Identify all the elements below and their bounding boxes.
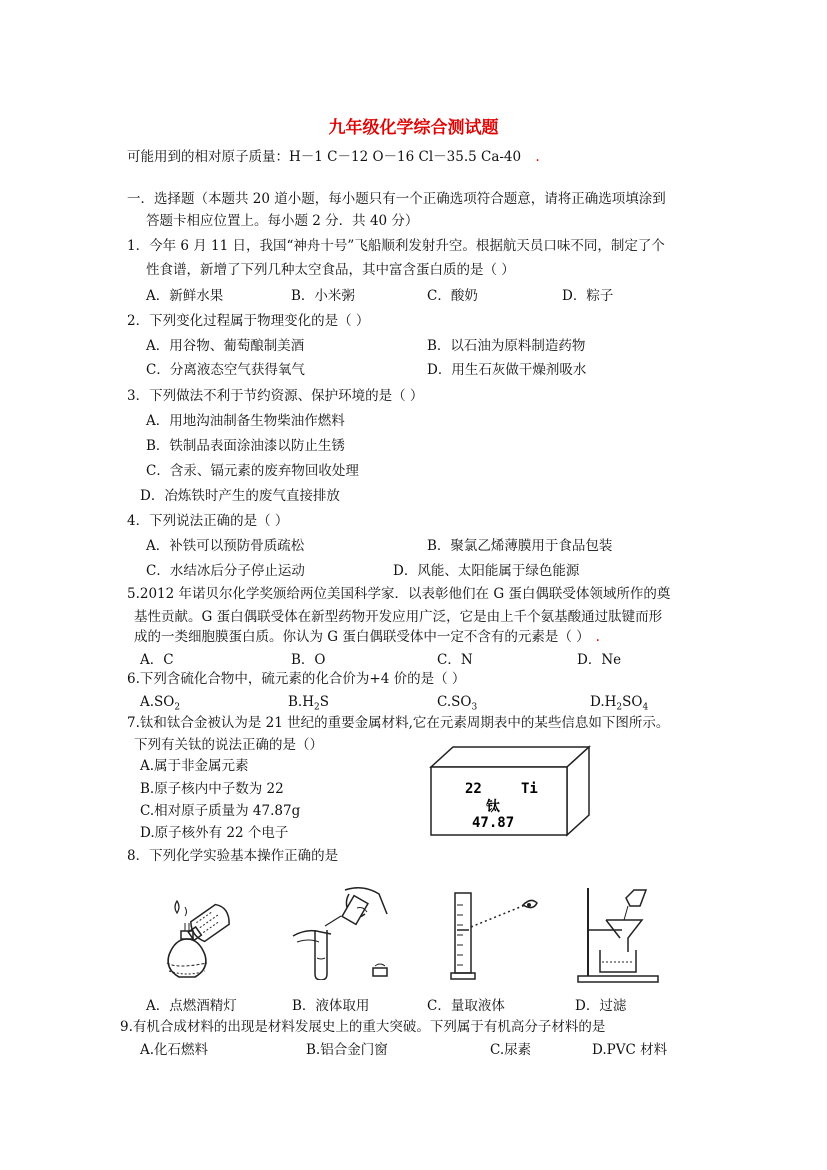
ti-symbol: Ti — [521, 781, 538, 797]
q5-line1: 5.2012 年诺贝尔化学奖颁给两位美国科学家．以表彰他们在 G 蛋白偶联受体领域所作的奠 — [127, 586, 671, 602]
q2-option-b: B．以石油为原料制造药物 — [427, 338, 586, 354]
q6-stem: 6.下列含硫化合物中，硫元素的化合价为+4 价的是（ ） — [127, 671, 466, 687]
q1-line2: 性食谱，新增了下列几种太空食品，其中富含蛋白质的是（ ） — [146, 262, 515, 278]
ti-name: 钛 — [486, 799, 500, 815]
q3-stem: 3．下列做法不利于节约资源、保护环境的是（ ） — [127, 388, 424, 404]
q3-option-d: D．冶炼铁时产生的废气直接排放 — [140, 488, 340, 504]
filtration-figure — [570, 880, 670, 990]
q5-option-a: A．C — [140, 652, 174, 668]
q1-option-b: B．小米粥 — [291, 288, 355, 304]
q4-option-c: C．水结冰后分子停止运动 — [146, 563, 305, 579]
ti-mass: 47.87 — [472, 815, 515, 831]
q7-option-b: B.原子核内中子数为 22 — [140, 781, 284, 797]
q1-line1: 1．今年 6 月 11 日，我国“神舟十号”飞船顺利发射升空。根据航天员口味不同，制定了个 — [127, 238, 665, 254]
section1-line2: 答题卡相应位置上。每小题 2 分．共 40 分） — [146, 213, 419, 229]
q8-option-d: D．过滤 — [575, 998, 627, 1014]
q6-c-sub: 3 — [471, 702, 478, 713]
q7-option-d: D.原子核外有 22 个电子 — [140, 825, 289, 841]
q7-option-c: C.相对原子质量为 47.87g — [140, 803, 301, 819]
q4-stem: 4．下列说法正确的是（ ） — [127, 513, 289, 529]
q6-d-sub2: 4 — [642, 702, 649, 713]
alcohol-lamp-figure — [155, 893, 250, 988]
q7-line1: 7.钛和钛合金被认为是 21 世纪的重要金属材料,它在元素周期表中的某些信息如下图所示。 — [127, 715, 670, 731]
q9-option-c: C.尿素 — [490, 1042, 532, 1058]
q3-option-a: A．用地沟油制备生物柴油作燃料 — [146, 413, 345, 429]
q2-option-c: C．分离液态空气获得氧气 — [146, 362, 305, 378]
q6-b-sub: 2 — [314, 702, 320, 713]
q7-option-a: A.属于非金属元素 — [140, 758, 249, 774]
q5-line3-dot: . — [595, 629, 600, 645]
measuring-cylinder-figure — [445, 885, 555, 985]
q1-option-d: D．粽子 — [562, 288, 614, 304]
q2-option-a: A．用谷物、葡萄酿制美酒 — [146, 338, 305, 354]
section1-line1: 一．选择题（本题共 20 道小题，每小题只有一个正确选项符合题意，请将正确选项填涂到 — [127, 191, 666, 207]
q8-option-b: B．液体取用 — [292, 998, 370, 1014]
q6-b-text: B.H — [288, 694, 314, 710]
q8-option-a: A．点燃酒精灯 — [146, 998, 237, 1014]
q3-option-c: C．含汞、镉元素的废弃物回收处理 — [146, 463, 359, 479]
q9-option-a: A.化石燃料 — [140, 1042, 209, 1058]
q5-option-d: D．Ne — [577, 652, 622, 668]
q3-option-b: B．铁制品表面涂油漆以防止生锈 — [146, 438, 345, 454]
ti-atomic-number: 22 — [465, 781, 482, 797]
q5-line2: 基性贡献。G 蛋白偶联受体在新型药物开发应用广泛，它是由上千个氨基酸通过肽键而形 — [134, 609, 663, 625]
q6-d-text: D.H — [590, 694, 617, 710]
q2-option-d: D．用生石灰做干燥剂吸水 — [427, 362, 587, 378]
q2-stem: 2．下列变化过程属于物理变化的是（ ） — [127, 313, 370, 329]
q4-option-d: D．风能、太阳能属于绿色能源 — [393, 563, 580, 579]
titanium-element-box — [425, 743, 595, 838]
q4-option-b: B．聚氯乙烯薄膜用于食品包装 — [427, 538, 613, 554]
atomic-mass-dot: . — [535, 149, 540, 165]
q4-option-a: A．补铁可以预防骨质疏松 — [146, 538, 305, 554]
q6-a-sub: 2 — [174, 702, 181, 713]
atomic-mass-text: 可能用到的相对原子质量：H－1 C－12 O－16 Cl－35.5 Ca-40 — [127, 149, 522, 165]
q5-option-b: B．O — [291, 652, 326, 668]
q6-c-text: C.SO — [437, 694, 472, 710]
q9-option-d: D.PVC 材料 — [592, 1042, 668, 1058]
q6-d-mid: SO — [622, 694, 643, 710]
q7-line2: 下列有关钛的说法正确的是（） — [134, 737, 323, 753]
q8-option-c: C．量取液体 — [427, 998, 505, 1014]
q8-stem: 8．下列化学实验基本操作正确的是 — [127, 848, 339, 864]
q6-b-post: S — [319, 694, 329, 710]
q5-line3-text: 成的一类细胞膜蛋白质。你认为 G 蛋白偶联受体中一定不含有的元素是（ ） — [134, 629, 590, 645]
q5-line3 — [134, 628, 600, 646]
atomic-mass-line — [127, 148, 540, 166]
q9-option-b: B.铝合金门窗 — [306, 1042, 388, 1058]
q5-option-c: C．N — [437, 652, 473, 668]
q6-a-text: A.SO — [140, 694, 175, 710]
page-title: 九年级化学综合测试题 — [328, 118, 499, 138]
q6-d-sub1: 2 — [616, 702, 623, 713]
q9-stem: 9.有机合成材料的出现是材料发展史上的重大突破。下列属于有机高分子材料的是 — [120, 1019, 606, 1035]
q1-option-a: A．新鲜水果 — [146, 288, 224, 304]
liquid-pouring-figure — [285, 880, 395, 980]
q1-option-c: C．酸奶 — [427, 288, 478, 304]
